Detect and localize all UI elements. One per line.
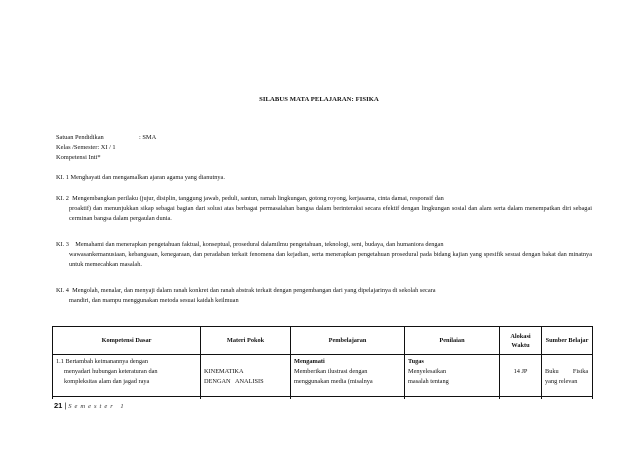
header-pembelajaran: Pembelajaran	[291, 327, 405, 355]
cell-alokasi-waktu: 14 JP	[500, 355, 542, 400]
ki-text-cont: mandiri, dan mampu menggunakan metoda sesuai kaidah keilmuan	[69, 297, 239, 304]
ki-text: Memahami dan menerapkan pengetahuan faktual, konseptual, prosedural dalamilmu pengetahuan, teknologi, seni, budaya, dan humaniora dengan	[75, 241, 444, 248]
ki-number: KI. 1	[56, 174, 69, 181]
kompetensi-inti-label: Kompetensi Inti*	[56, 154, 101, 161]
cell-penilaian: Tugas Menyelesaikan masalah tentang	[405, 355, 500, 400]
footer-divider	[52, 396, 592, 397]
header-penilaian: Penilaian	[405, 327, 500, 355]
ki-text: Mengembangkan perilaku (jujur, disiplin, tanggung jawab, peduli, santun, ramah lingkungan, gotong royong, kerjasama, cinta damai, responsif dan	[72, 195, 444, 202]
ki-number: KI. 4	[56, 287, 69, 294]
ki-text: Menghayati dan mengamalkan ajaran agama yang dianutnya.	[70, 174, 225, 181]
ki-4	[56, 286, 592, 306]
ki-2	[56, 194, 592, 224]
page-number: 21	[54, 401, 63, 410]
header-sumber-belajar: Sumber Belajar	[542, 327, 593, 355]
satuan-pendidikan	[56, 133, 156, 143]
ki-text: Mengolah, menalar, dan menyaji dalam ranah konkret dan ranah abstrak terkait dengan pengembangan dari yang dipelajarinya di sekolah secara	[72, 287, 436, 294]
cell-materi-pokok: KINEMATIKA DENGAN ANALISIS	[201, 355, 291, 400]
page-footer	[54, 401, 127, 410]
table-row	[53, 355, 593, 400]
satuan-value: : SMA	[139, 134, 157, 141]
satuan-label: Satuan Pendidikan	[56, 134, 104, 141]
ki-number: KI. 3	[56, 241, 69, 248]
cell-kompetensi-dasar: 1.1 Bertambah keimanannya dengan menyadari hubungan keteraturan dan kompleksitas alam dan jagad raya	[53, 355, 201, 400]
header-materi-pokok: Materi Pokok	[201, 327, 291, 355]
ki-3	[56, 240, 592, 270]
header-kompetensi-dasar: Kompetensi Dasar	[53, 327, 201, 355]
kelas-semester: Kelas /Semester: XI / 1	[56, 144, 116, 151]
ki-number: KI. 2	[56, 195, 69, 202]
cell-pembelajaran: Mengamati Memberikan ilustrasi dengan menggunakan media (misalnya	[291, 355, 405, 400]
ki-text-cont: proaktif) dan menunjukkan sikap sebagai bagian dari solusi atas berbagai permasalahan bangsa dalam berinteraksi secara efektif dengan lingkungan sosial dan alam serta dalam menempatkan diri sebagai cerminan bangsa dalam pergaulan dunia.	[69, 205, 592, 222]
syllabus-table	[52, 326, 593, 399]
cell-sumber-belajar: Buku Fisika yang relevan	[542, 355, 593, 400]
header-alokasi-waktu: Alokasi Waktu	[500, 327, 542, 355]
document-title: SILABUS MATA PELAJARAN: FISIKA	[259, 96, 379, 103]
footer-separator: |	[64, 401, 67, 410]
semester-label: Semester 1	[68, 403, 127, 410]
ki-1	[56, 173, 592, 183]
table-header-row	[53, 327, 593, 355]
ki-text-cont: wawasankemanusiaan, kebangsaan, kenegaraan, dan peradaban terkait fenomena dan kejadian, serta menerapkan pengetahuan prosedural pada bidang kajian yang spesifik sesuai dengan bakat dan minatnya untuk memecahkan masalah.	[69, 251, 592, 268]
